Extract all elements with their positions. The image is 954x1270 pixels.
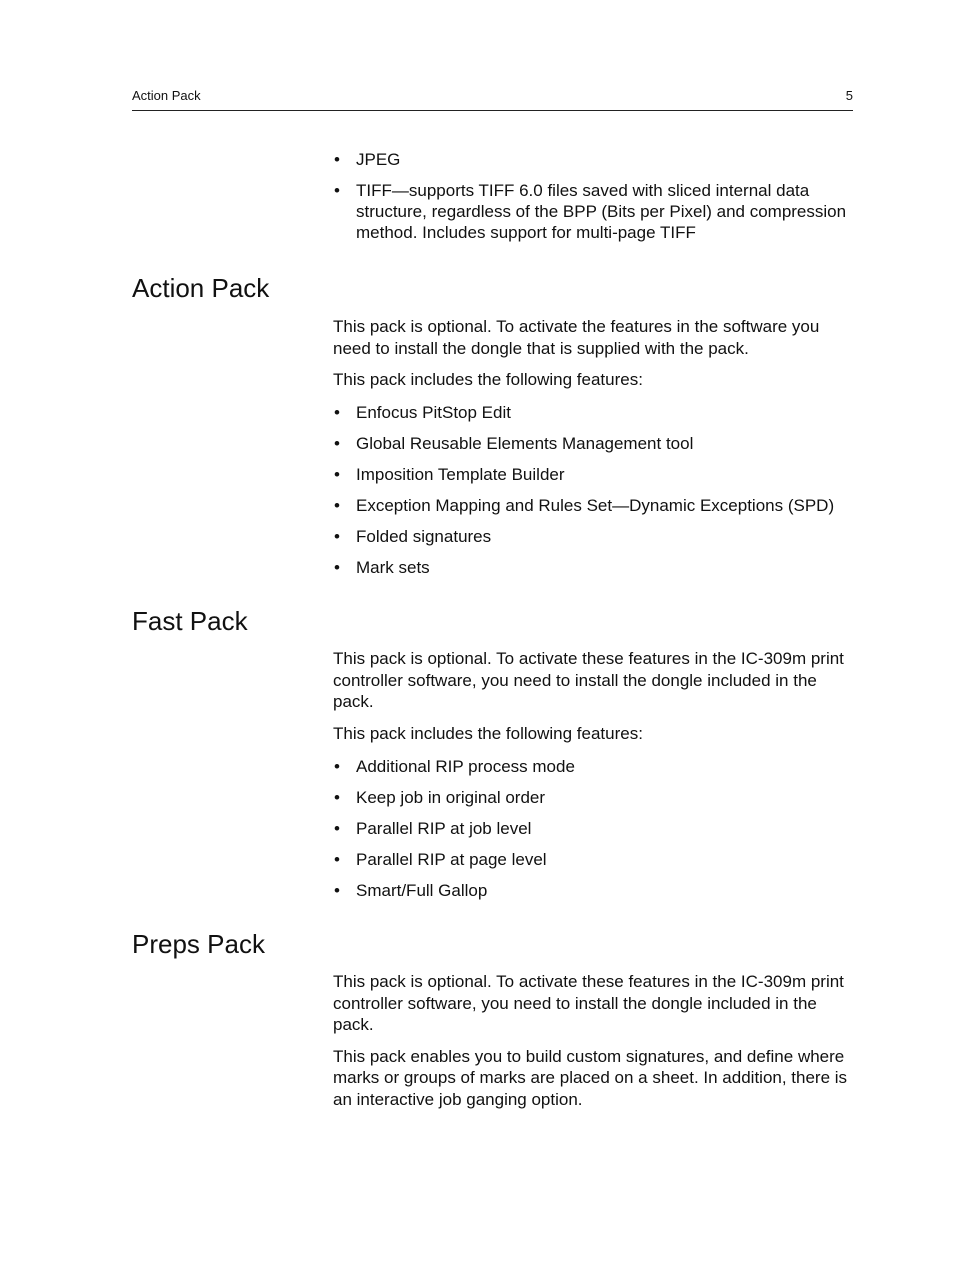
preps-pack-intro: This pack is optional. To activate these features in the IC-309m print controller software, you need to install the dongle included in the pack. <box>333 972 844 1034</box>
list-item-text: Parallel RIP at page level <box>356 850 547 869</box>
bullet-icon: • <box>334 850 340 869</box>
list-item-text: Exception Mapping and Rules Set—Dynamic Exceptions (SPD) <box>356 495 835 515</box>
list-item-text: Parallel RIP at job level <box>356 819 532 838</box>
section-heading-fast-pack: Fast Pack <box>132 606 248 636</box>
bullet-icon: • <box>334 757 340 776</box>
section-heading-action-pack: Action Pack <box>132 273 270 303</box>
list-item <box>333 495 858 516</box>
running-header-title: Action Pack <box>132 88 201 103</box>
preps-pack-description: This pack enables you to build custom signatures, and define where marks or groups of marks are placed on a sheet. In addition, there is an interactive job ganging option. <box>333 1046 848 1109</box>
fast-pack-body <box>333 648 858 911</box>
list-item-text: Global Reusable Elements Management tool <box>356 433 694 453</box>
format-bullet-list <box>333 149 858 243</box>
list-item-text: Enfocus PitStop Edit <box>356 402 511 422</box>
list-item-text: TIFF—supports TIFF 6.0 files saved with sliced internal data structure, regardless of the BPP (Bits per Pixel) and compression method. Includes support for multi-page TIFF <box>356 181 847 242</box>
bullet-icon: • <box>334 150 340 169</box>
list-item <box>333 180 858 243</box>
list-item <box>333 557 858 578</box>
list-item <box>333 756 858 777</box>
list-item-text: Keep job in original order <box>356 788 546 807</box>
bullet-icon: • <box>334 557 340 577</box>
list-item <box>333 526 858 547</box>
preps-pack-body <box>333 971 858 1110</box>
list-item-text: Mark sets <box>356 557 430 577</box>
format-list-continued <box>333 149 858 243</box>
bullet-icon: • <box>334 788 340 807</box>
list-item <box>333 818 858 839</box>
fast-pack-feature-list <box>333 756 858 901</box>
list-item-text: JPEG <box>356 150 401 169</box>
action-pack-features-lead: This pack includes the following features: <box>333 370 643 389</box>
section-heading-preps-pack: Preps Pack <box>132 929 265 959</box>
bullet-icon: • <box>334 433 340 453</box>
fast-pack-features-lead: This pack includes the following features: <box>333 723 643 743</box>
bullet-icon: • <box>334 495 340 515</box>
list-item <box>333 402 858 423</box>
page-number: 5 <box>845 88 853 103</box>
list-item <box>333 433 858 454</box>
running-header <box>132 88 853 111</box>
list-item-text: Imposition Template Builder <box>356 464 565 484</box>
bullet-icon: • <box>334 881 340 900</box>
list-item <box>333 849 858 870</box>
list-item <box>333 149 858 170</box>
bullet-icon: • <box>334 181 340 200</box>
list-item <box>333 880 858 901</box>
action-pack-intro: This pack is optional. To activate the features in the software you need to install the dongle that is supplied with the pack. <box>333 317 820 358</box>
list-item-text: Smart/Full Gallop <box>356 881 488 900</box>
bullet-icon: • <box>334 526 340 546</box>
bullet-icon: • <box>334 819 340 838</box>
action-pack-body <box>333 316 858 588</box>
fast-pack-intro: This pack is optional. To activate these features in the IC-309m print controller software, you need to install the dongle included in the pack. <box>333 649 844 711</box>
list-item-text: Folded signatures <box>356 526 492 546</box>
list-item <box>333 464 858 485</box>
bullet-icon: • <box>334 464 340 484</box>
list-item <box>333 787 858 808</box>
action-pack-feature-list <box>333 402 858 578</box>
list-item-text: Additional RIP process mode <box>356 757 575 776</box>
bullet-icon: • <box>334 402 340 422</box>
